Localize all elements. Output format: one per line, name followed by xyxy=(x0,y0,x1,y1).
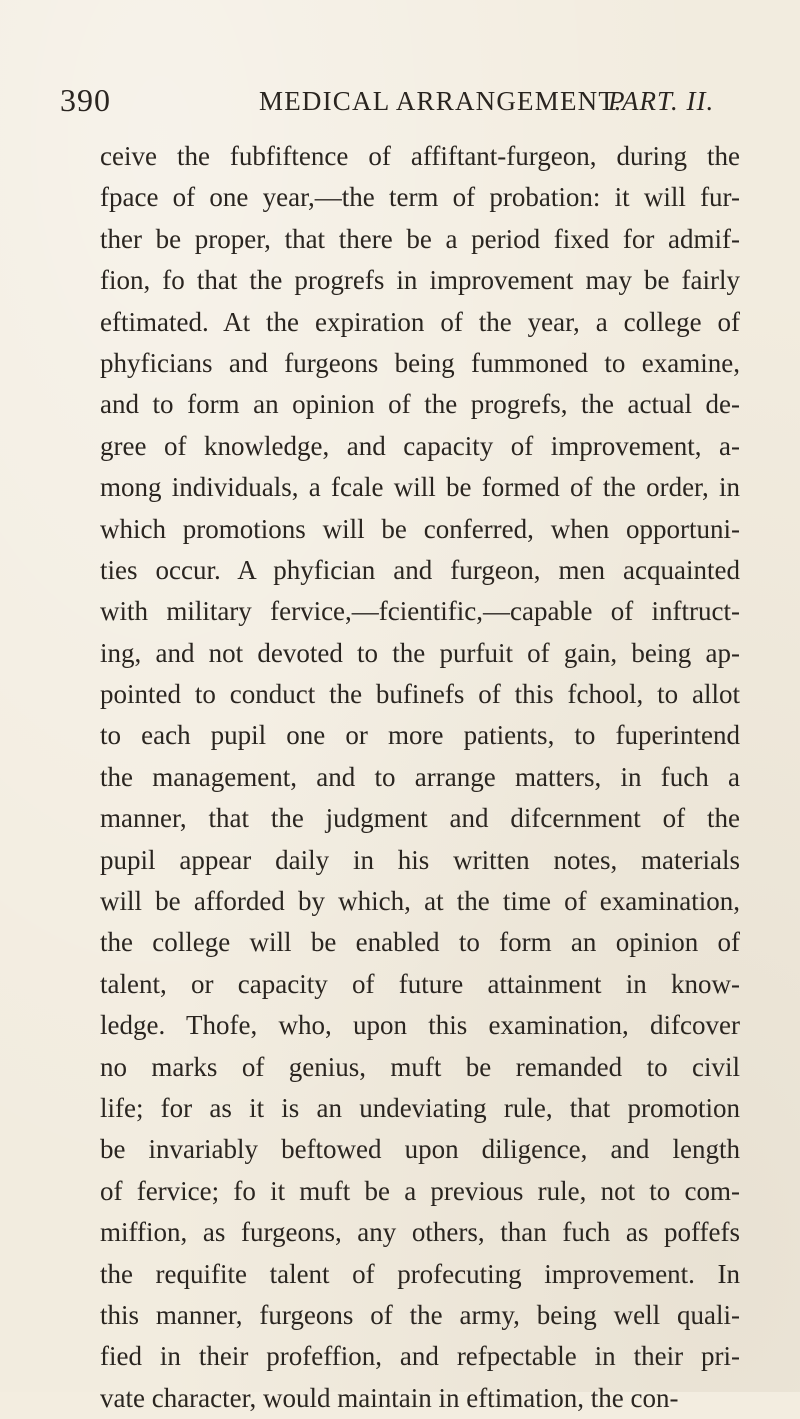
text-line: ing, and not devoted to the purfuit of gain, being ap- xyxy=(100,637,740,668)
text-line: will be afforded by which, at the time of examination, xyxy=(100,886,740,917)
text-line: ther be proper, that there be a period fixed for admif- xyxy=(100,223,740,254)
page-header xyxy=(60,82,760,122)
text-line: phyficians and furgeons being fummoned to examine, xyxy=(100,347,740,378)
text-line: talent, or capacity of future attainment in know- xyxy=(100,968,740,999)
text-line: fpace of one year,—the term of probation: it will fur- xyxy=(100,182,740,213)
text-line: no marks of genius, muft be remanded to civil xyxy=(100,1051,740,1082)
page-number: 390 xyxy=(60,82,111,118)
text-line: which promotions will be conferred, when opportuni- xyxy=(100,513,740,544)
body-text xyxy=(100,136,740,1419)
text-line: fied in their profeffion, and refpectable in their pri- xyxy=(100,1341,740,1372)
text-line: this manner, furgeons of the army, being well quali- xyxy=(100,1299,740,1330)
text-line: of fervice; fo it muft be a previous rule, not to com- xyxy=(100,1175,740,1206)
text-line: life; for as it is an undeviating rule, that promotion xyxy=(100,1092,740,1123)
text-line: ceive the fubfiftence of affiftant-furgeon, during the xyxy=(100,141,740,171)
text-line: the requifite talent of profecuting improvement. In xyxy=(100,1258,740,1289)
text-line: eftimated. At the expiration of the year, a college of xyxy=(100,306,740,337)
text-line: mong individuals, a fcale will be formed of the order, in xyxy=(100,472,740,503)
text-line: to each pupil one or more patients, to fuperintend xyxy=(100,720,740,751)
text-line: pointed to conduct the bufinefs of this fchool, to allot xyxy=(100,679,740,710)
text-line: the college will be enabled to form an opinion of xyxy=(100,927,740,958)
text-line: ties occur. A phyfician and furgeon, men acquainted xyxy=(100,554,740,585)
text-line: pupil appear daily in his written notes, materials xyxy=(100,844,740,875)
part-label: PART. II. xyxy=(608,86,715,116)
text-line: vate character, would maintain in eftimation, the con- xyxy=(100,1382,679,1413)
text-line: be invariably beftowed upon diligence, and length xyxy=(100,1134,740,1165)
text-line: with military fervice,—fcientific,—capable of inftruct- xyxy=(100,596,740,627)
text-line: miffion, as furgeons, any others, than fuch as poffefs xyxy=(100,1217,740,1248)
text-line: the management, and to arrange matters, in fuch a xyxy=(100,761,740,792)
text-line: fion, fo that the progrefs in improvement may be fairly xyxy=(100,265,740,296)
running-head: MEDICAL ARRANGEMENT. xyxy=(259,86,622,116)
text-line: gree of knowledge, and capacity of improvement, a- xyxy=(100,430,740,461)
text-line: manner, that the judgment and difcernment of the xyxy=(100,803,740,834)
text-line: and to form an opinion of the progrefs, the actual de- xyxy=(100,389,740,420)
text-line: ledge. Thofe, who, upon this examination, difcover xyxy=(100,1010,740,1041)
